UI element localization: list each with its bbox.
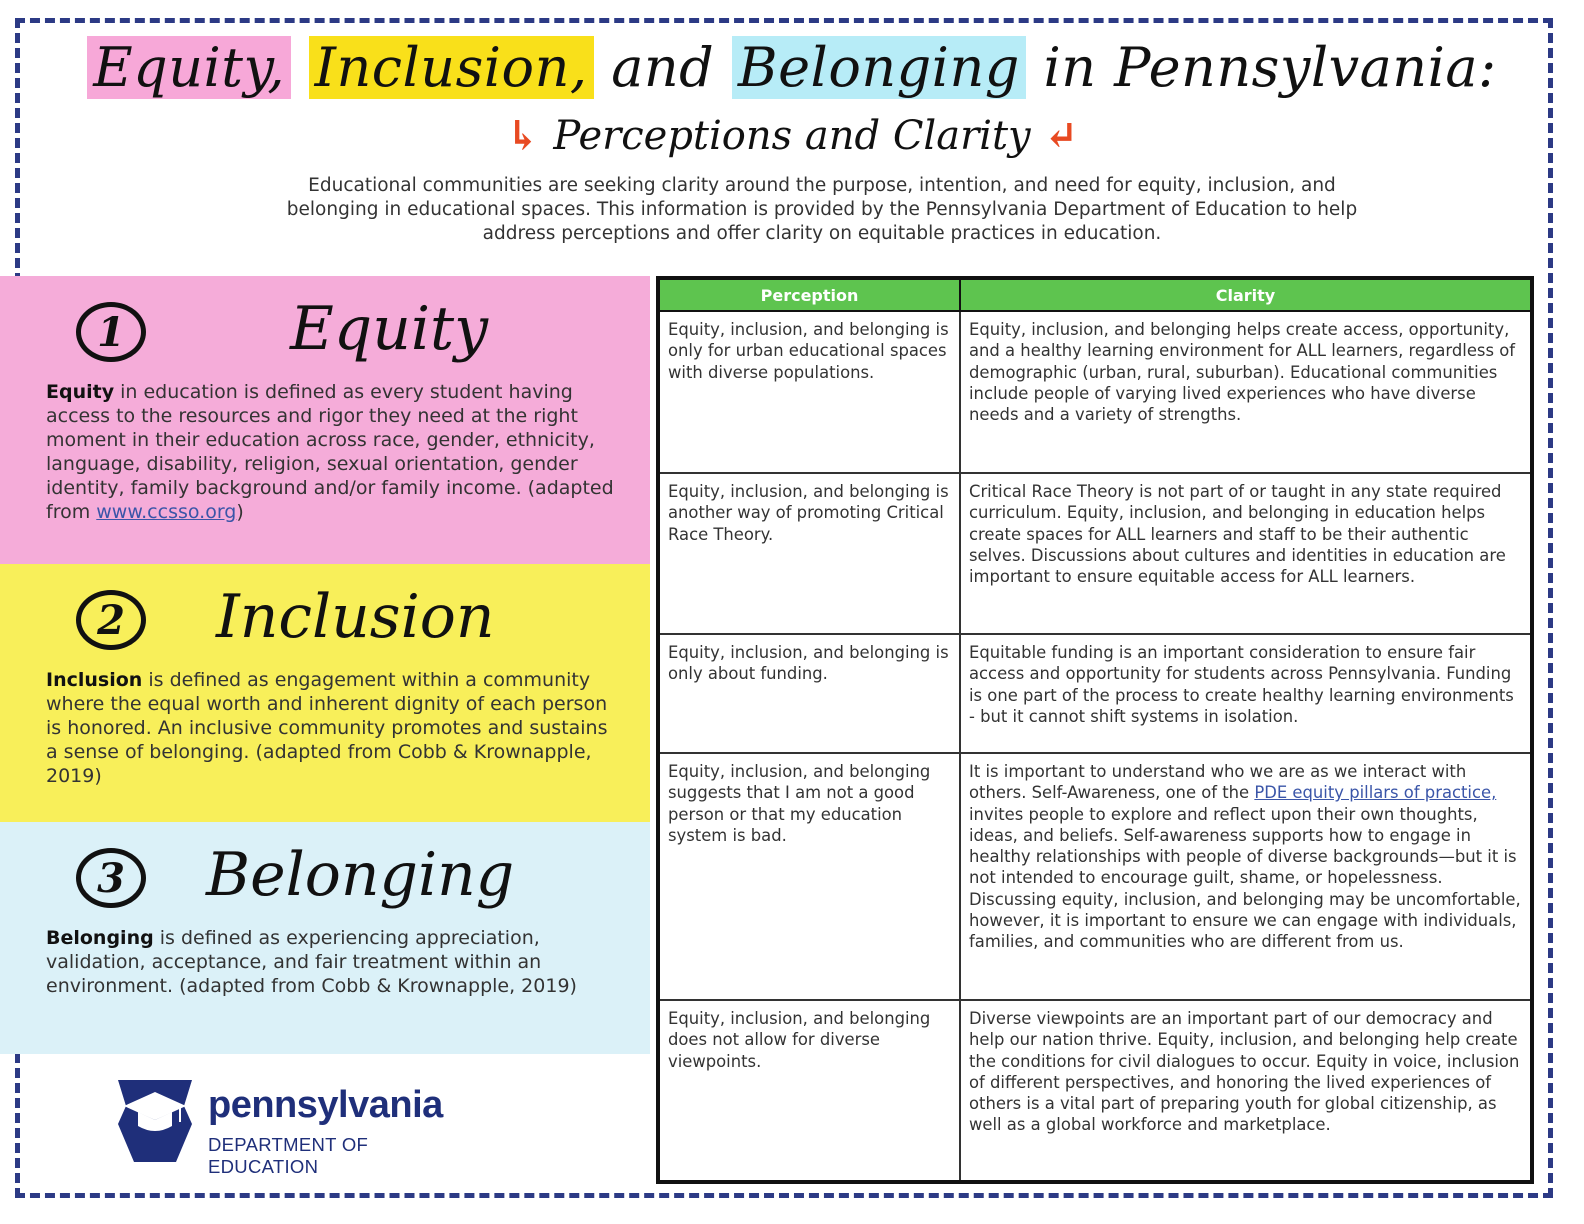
equity-text: in education is defined as every student having access to the resources and rigor they need at the right moment in their education across race, gender, ethnicity, language, disability, religion, sexual orientation, gender identity, family background and/or family income. (adapted from xyxy=(46,381,614,523)
perception-cell: Equity, inclusion, and belonging does not allow for diverse viewpoints. xyxy=(658,1000,960,1182)
perception-cell: Equity, inclusion, and belonging is only about funding. xyxy=(658,634,960,753)
pde-equity-pillars-link[interactable]: PDE equity pillars of practice, xyxy=(1254,783,1497,803)
belonging-heading: Belonging xyxy=(206,840,515,910)
equity-heading: Equity xyxy=(290,294,489,364)
inclusion-definition xyxy=(46,668,620,788)
clarity-cell: Equitable funding is an important consideration to ensure fair access and opportunity for students across Pennsylvania. Funding is one part of the process to create healthy learning environments - but it cannot shift systems in isolation. xyxy=(960,634,1532,753)
pde-logo xyxy=(110,1076,470,1177)
perception-cell: Equity, inclusion, and belonging is another way of promoting Critical Race Theory. xyxy=(658,473,960,634)
title-equity: Equity, xyxy=(87,36,291,99)
logo-department: DEPARTMENT OF EDUCATION xyxy=(208,1134,369,1177)
perception-cell: Equity, inclusion, and belonging suggests that I am not a good person or that my education system is bad. xyxy=(658,753,960,1000)
clarity-text-post: invites people to explore and reflect upon their own thoughts, ideas, and beliefs. Self-awareness supports how to engage in healthy relationships with people of diverse backgrounds—but it is not intended to encourage guilt, shame, or hopelessness. Discussing equity, inclusion, and belonging may be uncomfortable, however, it is important to ensure we can engage with individuals, families, and communities who are different from us. xyxy=(969,804,1521,952)
page-subtitle xyxy=(0,112,1584,159)
ccsso-link[interactable]: www.ccsso.org xyxy=(96,501,237,523)
number-two-icon: 2 xyxy=(76,590,146,650)
intro-paragraph: Educational communities are seeking clarity around the purpose, intention, and need for equity, inclusion, and belonging in educational spaces. This information is provided by the Pennsylvania Department of Education to help address perceptions and offer clarity on equitable practices in education. xyxy=(286,175,1358,244)
equity-term: Equity xyxy=(46,381,115,403)
table-header-row xyxy=(658,278,1532,311)
inclusion-heading: Inclusion xyxy=(216,582,495,652)
belonging-definition xyxy=(46,926,620,998)
keystone-mortarboard-icon xyxy=(110,1076,200,1166)
belonging-panel xyxy=(0,822,650,1054)
table-row xyxy=(658,634,1532,753)
title-belonging: Belonging xyxy=(732,36,1026,99)
number-one-icon: 1 xyxy=(76,302,146,362)
perception-clarity-table xyxy=(656,276,1534,1184)
arrow-right-icon: ↳ xyxy=(505,112,540,159)
column-header-clarity: Clarity xyxy=(960,278,1532,311)
inclusion-text: is defined as engagement within a community where the equal worth and inherent dignity of each person is honored. An inclusive community promotes and sustains a sense of belonging. (adapted from Cobb & Krownapple, 2019) xyxy=(46,669,608,787)
table-row xyxy=(658,473,1532,634)
table-row xyxy=(658,311,1532,473)
table-row xyxy=(658,753,1532,1000)
arrow-left-icon: ↵ xyxy=(1044,112,1079,159)
equity-definition xyxy=(46,380,620,524)
title-inclusion: Inclusion, xyxy=(309,36,594,99)
subtitle-text: Perceptions and Clarity xyxy=(553,113,1031,159)
title-and: and xyxy=(611,36,715,99)
clarity-cell: Critical Race Theory is not part of or taught in any state required curriculum. Equity, inclusion, and belonging in education helps create spaces for ALL learners and staff to be their authentic selves. Discussions about cultures and identities in education are important to ensure equitable access for ALL learners. xyxy=(960,473,1532,634)
clarity-cell: Equity, inclusion, and belonging helps create access, opportunity, and a healthy learning environment for ALL learners, regardless of demographic (urban, rural, suburban). Educational communities include people of varying lived experiences who have diverse needs and a variety of strengths. xyxy=(960,311,1532,473)
page-title xyxy=(0,36,1584,99)
number-three-icon: 3 xyxy=(76,848,146,908)
inclusion-term: Inclusion xyxy=(46,669,143,691)
clarity-cell xyxy=(960,753,1532,1000)
inclusion-panel xyxy=(0,564,650,822)
title-rest: in Pennsylvania: xyxy=(1043,36,1497,99)
perception-cell: Equity, inclusion, and belonging is only for urban educational spaces with diverse populations. xyxy=(658,311,960,473)
table-row xyxy=(658,1000,1532,1182)
equity-panel xyxy=(0,276,650,564)
column-header-perception: Perception xyxy=(658,278,960,311)
clarity-cell: Diverse viewpoints are an important part of our democracy and help our nation thrive. Equity, inclusion, and belonging help create the conditions for civil dialogues to occur. Equity in voice, inclusion of different perspectives, and honoring the lived experiences of others is a vital part of preparing youth for global citizenship, as well as a global workforce and marketplace. xyxy=(960,1000,1532,1182)
belonging-term: Belonging xyxy=(46,927,154,949)
equity-text-tail: ) xyxy=(236,501,244,523)
logo-wordmark: pennsylvania xyxy=(208,1084,443,1126)
belonging-text: is defined as experiencing appreciation, validation, acceptance, and fair treatment within an environment. (adapted from Cobb & Krownapple, 2019) xyxy=(46,927,577,997)
clarity-text-pre: It is important to understand who we are as we interact with others. Self-Awareness, one of the xyxy=(969,762,1467,803)
